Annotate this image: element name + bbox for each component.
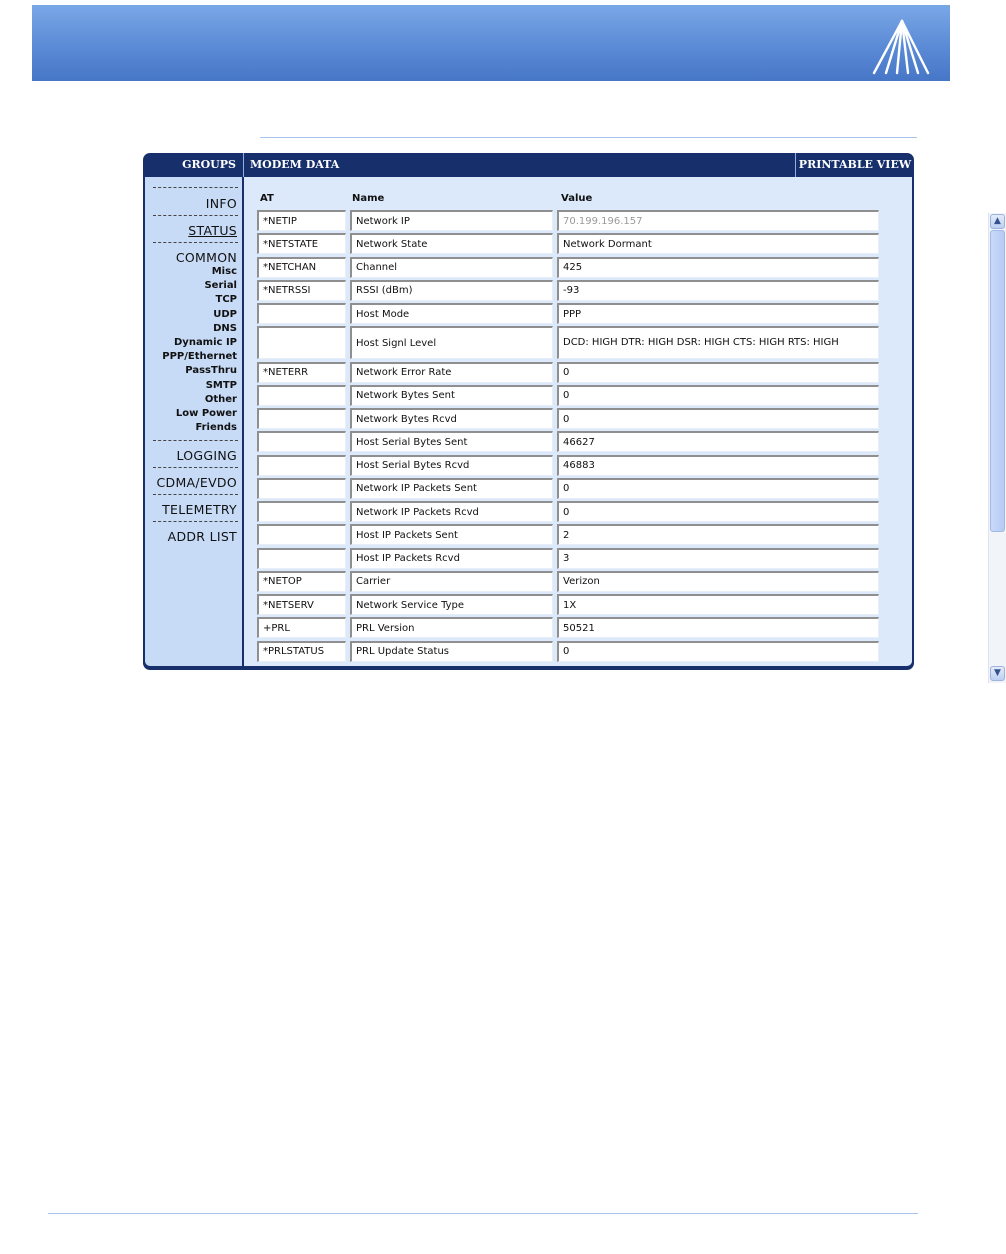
table-row <box>244 385 884 406</box>
cell-value: 0 <box>557 408 879 429</box>
cell-name: Network IP Packets Sent <box>350 478 553 499</box>
cell-name: RSSI (dBm) <box>350 280 553 301</box>
cell-value: 70.199.196.157 <box>557 210 879 231</box>
cell-at: *NETERR <box>257 362 346 383</box>
table-row <box>244 210 884 231</box>
tab-bar <box>143 153 914 177</box>
chevron-up-icon[interactable]: ▲ <box>990 214 1005 229</box>
table-row <box>244 326 884 359</box>
tab-modem-data[interactable]: MODEM DATA <box>243 153 339 177</box>
cell-value: 50521 <box>557 617 879 638</box>
printable-view-button[interactable]: PRINTABLE VIEW <box>795 153 914 177</box>
modem-app-window <box>143 153 1001 678</box>
table-row <box>244 303 884 324</box>
cell-value: 46627 <box>557 431 879 452</box>
sidebar-divider <box>153 215 238 217</box>
sidebar-divider <box>153 467 238 469</box>
cell-at <box>257 548 346 569</box>
sidebar-subitem-smtp[interactable]: SMTP <box>205 379 237 391</box>
cell-at: *NETSTATE <box>257 233 346 254</box>
cell-value: 3 <box>557 548 879 569</box>
table-row <box>244 257 884 278</box>
cell-at: *NETCHAN <box>257 257 346 278</box>
cell-name: PRL Version <box>350 617 553 638</box>
cell-at <box>257 385 346 406</box>
cell-name: Carrier <box>350 571 553 592</box>
cell-name: Network Service Type <box>350 594 553 615</box>
cell-at <box>257 408 346 429</box>
cell-value: PPP <box>557 303 879 324</box>
sidebar-divider <box>153 521 238 523</box>
table-row <box>244 501 884 522</box>
cell-name: Network IP Packets Rcvd <box>350 501 553 522</box>
tab-groups[interactable]: GROUPS <box>182 158 236 171</box>
sidebar-subitem-misc[interactable]: Misc <box>211 266 237 277</box>
cell-name: Host Signl Level <box>350 326 553 359</box>
cell-value: Network Dormant <box>557 233 879 254</box>
cell-name: Network Bytes Rcvd <box>350 408 553 429</box>
table-row <box>244 571 884 592</box>
cell-at: *NETOP <box>257 571 346 592</box>
table-row <box>244 548 884 569</box>
sidebar-subitem-passthru[interactable]: PassThru <box>185 365 237 377</box>
cell-at <box>257 478 346 499</box>
cell-at: *PRLSTATUS <box>257 641 346 662</box>
antenna-logo-icon <box>870 17 930 77</box>
cell-value: 1X <box>557 594 879 615</box>
sidebar-divider <box>153 187 238 189</box>
table-row <box>244 233 884 254</box>
sidebar-divider <box>153 242 238 244</box>
cell-name: Channel <box>350 257 553 278</box>
table-row <box>244 362 884 383</box>
cell-at <box>257 455 346 476</box>
sidebar-item-info[interactable]: INFO <box>205 196 237 211</box>
sidebar-subitem-low-power[interactable]: Low Power <box>175 407 237 419</box>
sidebar-item-telemetry[interactable]: TELEMETRY <box>162 502 237 518</box>
table-row <box>244 594 884 615</box>
sidebar-subitem-dynamic-ip[interactable]: Dynamic IP <box>174 336 237 348</box>
cell-name: PRL Update Status <box>350 641 553 662</box>
cell-at <box>257 431 346 452</box>
cell-at: +PRL <box>257 617 346 638</box>
cell-name: Network Bytes Sent <box>350 385 553 406</box>
cell-value: 0 <box>557 501 879 522</box>
cell-value: 2 <box>557 524 879 545</box>
sidebar <box>145 177 242 666</box>
cell-at: *NETSERV <box>257 594 346 615</box>
cell-at <box>257 326 346 359</box>
table-row <box>244 455 884 476</box>
sidebar-item-cdma-evdo[interactable]: CDMA/EVDO <box>156 475 237 491</box>
cell-value: 0 <box>557 385 879 406</box>
table-row <box>244 431 884 452</box>
sidebar-subitem-other[interactable]: Other <box>204 393 237 405</box>
sidebar-subitem-serial[interactable]: Serial <box>204 280 237 292</box>
sidebar-divider <box>153 494 238 496</box>
cell-at <box>257 303 346 324</box>
sidebar-divider <box>153 440 238 442</box>
sidebar-item-addr-list[interactable]: ADDR LIST <box>167 529 237 545</box>
table-row <box>244 280 884 301</box>
cell-value: -93 <box>557 280 879 301</box>
cell-value: 0 <box>557 641 879 662</box>
cell-name: Network IP <box>350 210 553 231</box>
cell-value: 46883 <box>557 455 879 476</box>
table-row <box>244 617 884 638</box>
cell-name: Host IP Packets Rcvd <box>350 548 553 569</box>
cell-value: 425 <box>557 257 879 278</box>
modem-data-panel <box>244 177 1001 678</box>
sidebar-subitem-friends[interactable]: Friends <box>195 422 237 434</box>
column-header-value: Value <box>561 193 593 204</box>
table-row <box>244 641 884 662</box>
cell-at: *NETIP <box>257 210 346 231</box>
header-banner <box>32 5 950 81</box>
table-row <box>244 408 884 429</box>
column-header-name: Name <box>352 193 385 204</box>
sidebar-subitem-dns[interactable]: DNS <box>213 322 237 334</box>
cell-value: Verizon <box>557 571 879 592</box>
scrollbar-thumb[interactable] <box>990 230 1005 532</box>
cell-at <box>257 524 346 545</box>
cell-name: Host Serial Bytes Rcvd <box>350 455 553 476</box>
cell-value: DCD: HIGH DTR: HIGH DSR: HIGH CTS: HIGH RTS: HIGH <box>557 326 879 359</box>
cell-value: 0 <box>557 362 879 383</box>
sidebar-subitem-udp[interactable]: UDP <box>213 308 237 320</box>
cell-name: Host Mode <box>350 303 553 324</box>
cell-name: Network State <box>350 233 553 254</box>
cell-at <box>257 501 346 522</box>
bottom-divider <box>48 1213 918 1214</box>
cell-name: Host Serial Bytes Sent <box>350 431 553 452</box>
vertical-scrollbar[interactable] <box>988 213 1006 683</box>
top-divider <box>260 137 917 138</box>
column-header-at: AT <box>260 193 274 204</box>
sidebar-subitem-ppp-ethernet[interactable]: PPP/Ethernet <box>162 351 237 363</box>
table-row <box>244 524 884 545</box>
cell-at: *NETRSSI <box>257 280 346 301</box>
sidebar-item-common[interactable]: COMMON <box>175 250 237 265</box>
cell-name: Host IP Packets Sent <box>350 524 553 545</box>
cell-value: 0 <box>557 478 879 499</box>
sidebar-subitem-tcp[interactable]: TCP <box>215 294 237 306</box>
cell-name: Network Error Rate <box>350 362 553 383</box>
sidebar-item-status[interactable]: STATUS <box>188 223 237 238</box>
chevron-down-icon[interactable]: ▼ <box>990 666 1005 681</box>
table-row <box>244 478 884 499</box>
sidebar-item-logging[interactable]: LOGGING <box>176 448 237 464</box>
